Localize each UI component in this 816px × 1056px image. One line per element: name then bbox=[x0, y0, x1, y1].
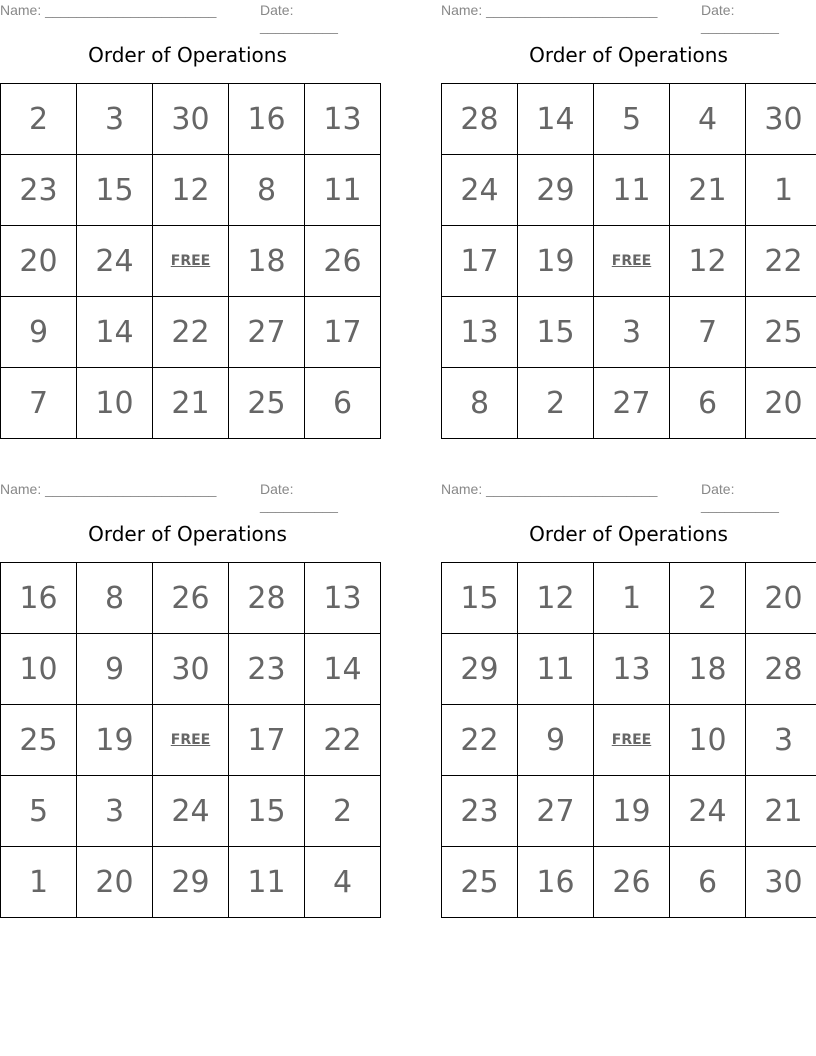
number-cell: 22 bbox=[305, 705, 381, 776]
number-cell: 26 bbox=[594, 847, 670, 918]
number-cell: 15 bbox=[229, 776, 305, 847]
number-cell: 23 bbox=[442, 776, 518, 847]
number-cell: 11 bbox=[305, 155, 381, 226]
grid-row bbox=[442, 705, 816, 776]
number-cell: 20 bbox=[1, 226, 77, 297]
number-cell: 6 bbox=[305, 368, 381, 439]
number-cell: 13 bbox=[442, 297, 518, 368]
number-cell: 14 bbox=[518, 84, 594, 155]
bingo-grid bbox=[441, 562, 816, 918]
grid-row bbox=[1, 847, 381, 918]
number-cell: 30 bbox=[746, 84, 816, 155]
number-cell: 10 bbox=[1, 634, 77, 705]
number-cell: 18 bbox=[670, 634, 746, 705]
number-cell: 20 bbox=[746, 563, 816, 634]
name-field-label: Name: ______________________ bbox=[0, 481, 217, 497]
number-cell: 11 bbox=[594, 155, 670, 226]
number-cell: 1 bbox=[746, 155, 816, 226]
grid-row bbox=[442, 847, 816, 918]
number-cell: 8 bbox=[229, 155, 305, 226]
number-cell: 28 bbox=[229, 563, 305, 634]
date-field-label: Date: __________ bbox=[701, 2, 779, 34]
number-cell: 3 bbox=[77, 84, 153, 155]
grid-row bbox=[442, 634, 816, 705]
number-cell: 27 bbox=[229, 297, 305, 368]
number-cell: 30 bbox=[153, 634, 229, 705]
number-cell: 19 bbox=[518, 226, 594, 297]
grid-row bbox=[442, 776, 816, 847]
grid-row bbox=[1, 776, 381, 847]
number-cell: 7 bbox=[1, 368, 77, 439]
number-cell: 18 bbox=[229, 226, 305, 297]
number-cell: 14 bbox=[77, 297, 153, 368]
bingo-card-3 bbox=[0, 479, 375, 900]
number-cell: 9 bbox=[1, 297, 77, 368]
date-field-label: Date: __________ bbox=[260, 481, 338, 513]
number-cell: 20 bbox=[77, 847, 153, 918]
card-title: Order of Operations bbox=[88, 43, 287, 67]
grid-row bbox=[1, 226, 381, 297]
number-cell: 3 bbox=[77, 776, 153, 847]
number-cell: 12 bbox=[518, 563, 594, 634]
bingo-card-4 bbox=[441, 479, 816, 900]
number-cell: 8 bbox=[77, 563, 153, 634]
card-header bbox=[441, 0, 816, 34]
number-cell: 17 bbox=[305, 297, 381, 368]
number-cell: 4 bbox=[670, 84, 746, 155]
number-cell: 1 bbox=[594, 563, 670, 634]
bingo-grid bbox=[0, 562, 381, 918]
number-cell: 24 bbox=[153, 776, 229, 847]
number-cell: 13 bbox=[305, 84, 381, 155]
number-cell: 22 bbox=[153, 297, 229, 368]
grid-row bbox=[1, 634, 381, 705]
free-space-cell: FREE bbox=[594, 226, 670, 297]
date-field-label: Date: __________ bbox=[701, 481, 779, 513]
number-cell: 10 bbox=[77, 368, 153, 439]
number-cell: 27 bbox=[518, 776, 594, 847]
grid-row bbox=[1, 705, 381, 776]
number-cell: 28 bbox=[746, 634, 816, 705]
name-field-label: Name: ______________________ bbox=[441, 481, 658, 497]
number-cell: 3 bbox=[594, 297, 670, 368]
date-field-label: Date: __________ bbox=[260, 2, 338, 34]
grid-row bbox=[1, 155, 381, 226]
name-field-label: Name: ______________________ bbox=[0, 2, 217, 18]
card-title: Order of Operations bbox=[88, 522, 287, 546]
number-cell: 11 bbox=[229, 847, 305, 918]
grid-row bbox=[442, 155, 816, 226]
number-cell: 14 bbox=[305, 634, 381, 705]
number-cell: 2 bbox=[305, 776, 381, 847]
number-cell: 25 bbox=[746, 297, 816, 368]
number-cell: 28 bbox=[442, 84, 518, 155]
number-cell: 26 bbox=[305, 226, 381, 297]
number-cell: 27 bbox=[594, 368, 670, 439]
number-cell: 29 bbox=[518, 155, 594, 226]
grid-row bbox=[442, 84, 816, 155]
free-space-cell: FREE bbox=[153, 705, 229, 776]
number-cell: 10 bbox=[670, 705, 746, 776]
free-space-cell: FREE bbox=[153, 226, 229, 297]
number-cell: 19 bbox=[77, 705, 153, 776]
number-cell: 12 bbox=[670, 226, 746, 297]
number-cell: 26 bbox=[153, 563, 229, 634]
number-cell: 5 bbox=[1, 776, 77, 847]
number-cell: 23 bbox=[229, 634, 305, 705]
number-cell: 7 bbox=[670, 297, 746, 368]
number-cell: 25 bbox=[442, 847, 518, 918]
free-space-cell: FREE bbox=[594, 705, 670, 776]
number-cell: 16 bbox=[229, 84, 305, 155]
number-cell: 22 bbox=[746, 226, 816, 297]
number-cell: 20 bbox=[746, 368, 816, 439]
bingo-card-1 bbox=[0, 0, 375, 421]
number-cell: 13 bbox=[594, 634, 670, 705]
number-cell: 3 bbox=[746, 705, 816, 776]
number-cell: 13 bbox=[305, 563, 381, 634]
number-cell: 16 bbox=[1, 563, 77, 634]
number-cell: 24 bbox=[442, 155, 518, 226]
number-cell: 21 bbox=[746, 776, 816, 847]
grid-row bbox=[442, 563, 816, 634]
number-cell: 15 bbox=[518, 297, 594, 368]
number-cell: 21 bbox=[153, 368, 229, 439]
number-cell: 8 bbox=[442, 368, 518, 439]
number-cell: 6 bbox=[670, 847, 746, 918]
number-cell: 29 bbox=[442, 634, 518, 705]
number-cell: 2 bbox=[518, 368, 594, 439]
name-field-label: Name: ______________________ bbox=[441, 2, 658, 18]
number-cell: 2 bbox=[670, 563, 746, 634]
number-cell: 9 bbox=[77, 634, 153, 705]
grid-row bbox=[1, 84, 381, 155]
number-cell: 30 bbox=[746, 847, 816, 918]
grid-row bbox=[442, 368, 816, 439]
number-cell: 11 bbox=[518, 634, 594, 705]
grid-row bbox=[442, 297, 816, 368]
number-cell: 15 bbox=[442, 563, 518, 634]
bingo-card-2 bbox=[441, 0, 816, 421]
number-cell: 6 bbox=[670, 368, 746, 439]
number-cell: 5 bbox=[594, 84, 670, 155]
card-title: Order of Operations bbox=[529, 522, 728, 546]
number-cell: 29 bbox=[153, 847, 229, 918]
bingo-grid bbox=[0, 83, 381, 439]
card-header bbox=[0, 479, 375, 513]
number-cell: 25 bbox=[229, 368, 305, 439]
card-header bbox=[0, 0, 375, 34]
bingo-grid bbox=[441, 83, 816, 439]
card-title: Order of Operations bbox=[529, 43, 728, 67]
number-cell: 1 bbox=[1, 847, 77, 918]
number-cell: 30 bbox=[153, 84, 229, 155]
number-cell: 24 bbox=[670, 776, 746, 847]
grid-row bbox=[1, 563, 381, 634]
number-cell: 21 bbox=[670, 155, 746, 226]
number-cell: 23 bbox=[1, 155, 77, 226]
grid-row bbox=[1, 297, 381, 368]
number-cell: 17 bbox=[442, 226, 518, 297]
number-cell: 19 bbox=[594, 776, 670, 847]
number-cell: 24 bbox=[77, 226, 153, 297]
number-cell: 25 bbox=[1, 705, 77, 776]
grid-row bbox=[1, 368, 381, 439]
number-cell: 4 bbox=[305, 847, 381, 918]
number-cell: 2 bbox=[1, 84, 77, 155]
number-cell: 15 bbox=[77, 155, 153, 226]
number-cell: 16 bbox=[518, 847, 594, 918]
card-header bbox=[441, 479, 816, 513]
number-cell: 22 bbox=[442, 705, 518, 776]
number-cell: 9 bbox=[518, 705, 594, 776]
number-cell: 12 bbox=[153, 155, 229, 226]
number-cell: 17 bbox=[229, 705, 305, 776]
grid-row bbox=[442, 226, 816, 297]
